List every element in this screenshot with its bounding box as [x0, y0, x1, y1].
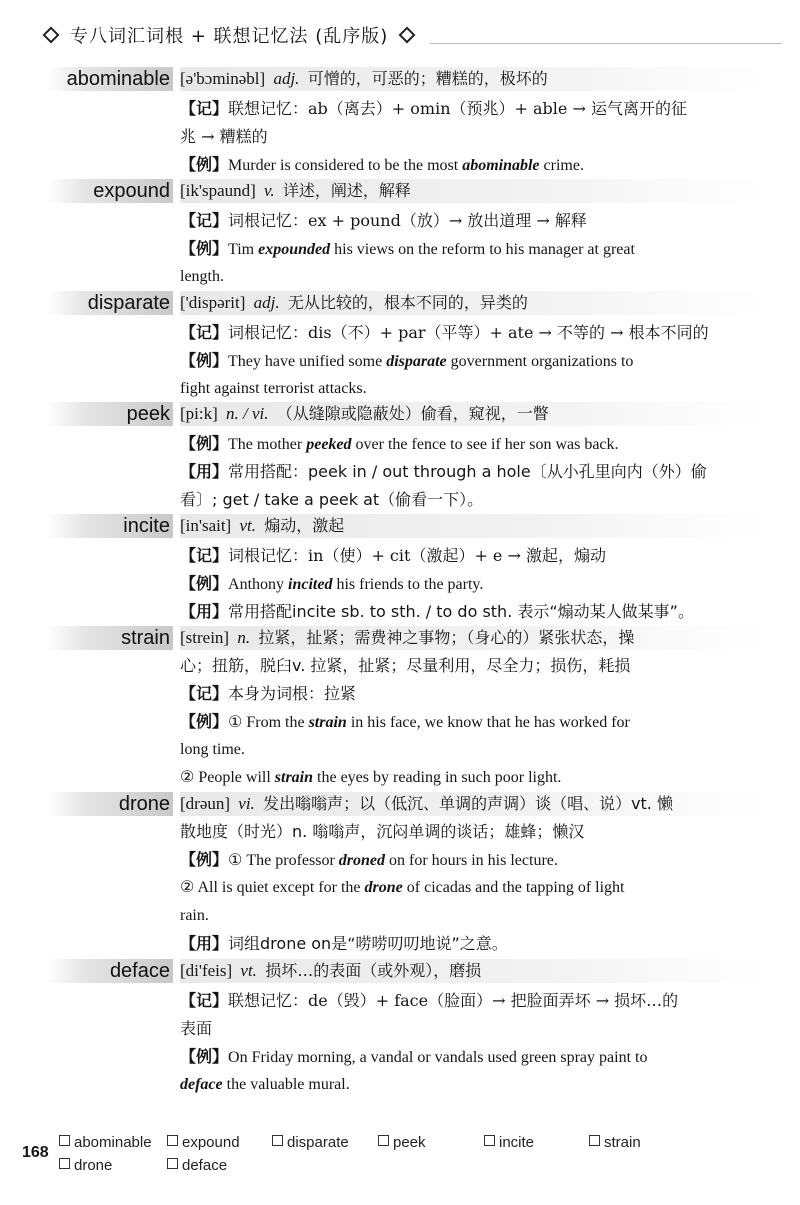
checkbox-icon[interactable] [59, 1135, 70, 1146]
diamond-icon [399, 27, 416, 44]
part-of-speech: v. [264, 181, 275, 200]
entry-line: 【用】常用搭配incite sb. to sth. / to do sth. 表示“煽动某人做某事”。 [180, 602, 694, 621]
definition-line [180, 291, 765, 315]
entry-line: 【记】联想记忆：de（毁）+ face（脸面）→ 把脸面弄坏 → 损坏…的 [180, 991, 679, 1010]
diamond-icon [43, 27, 60, 44]
example-sentence: deface the valuable mural. [180, 1076, 350, 1093]
entry-line: 【记】联想记忆：ab（离去）+ omin（预兆）+ able → 运气离开的征 [180, 99, 687, 118]
entry-line: length. [180, 268, 224, 285]
index-item-peek[interactable]: peek [378, 1134, 426, 1151]
meaning: 煽动，激起 [264, 516, 345, 535]
example-sentence: 【例】Tim expounded his views on the reform to his manager at great [180, 239, 635, 258]
headword: expound [93, 180, 170, 202]
entry-line: 散地度（时光）n. 嗡嗡声，沉闷单调的谈话；雄蜂；懒汉 [180, 822, 585, 841]
checkbox-icon[interactable] [167, 1158, 178, 1169]
book-title: 专八词汇词根 + 联想记忆法 (乱序版) [70, 26, 389, 47]
entry-line: 表面 [180, 1019, 213, 1038]
headword: abominable [66, 68, 170, 90]
checkbox-icon[interactable] [167, 1135, 178, 1146]
part-of-speech: adj. [273, 69, 300, 88]
part-of-speech: vi. [238, 794, 255, 813]
definition-line [180, 792, 765, 816]
pronunciation: [strein] [180, 628, 230, 647]
example-sentence: ② People will strain the eyes by reading in such poor light. [180, 769, 562, 786]
index-item-abominable[interactable]: abominable [59, 1134, 152, 1151]
meaning: 损坏…的表面（或外观），磨损 [265, 961, 482, 980]
header-rule [430, 43, 782, 44]
entry-line: 【记】词根记忆：in（使）+ cit（激起）+ e → 激起，煽动 [180, 546, 606, 565]
index-item-deface[interactable]: deface [167, 1157, 227, 1174]
pronunciation: [pi:k] [180, 404, 218, 423]
example-sentence: 【例】① The professor droned on for hours in his lecture. [180, 850, 558, 869]
entry-line: fight against terrorist attacks. [180, 380, 367, 397]
meaning: 可憎的，可恶的；糟糕的，极坏的 [307, 69, 548, 88]
meaning: 无从比较的，根本不同的，异类的 [287, 293, 528, 312]
meaning: 发出嗡嗡声；以（低沉、单调的声调）谈（唱、说）vt. 懒 [263, 794, 673, 813]
entry-line: long time. [180, 741, 245, 758]
definition-line [180, 514, 765, 538]
entry-line: 【记】词根记忆：dis（不）+ par（平等）+ ate → 不等的 → 根本不同的 [180, 323, 709, 342]
pronunciation: [ə'bɔminəbl] [180, 69, 266, 88]
meaning: 拉紧，扯紧；需费神之事物；（身心的）紧张状态，操 [258, 628, 635, 647]
part-of-speech: n. / vi. [226, 404, 269, 423]
entry-line: 看〕; get / take a peek at（偷看一下）。 [180, 490, 484, 509]
example-sentence: 【例】Murder is considered to be the most abominable crime. [180, 155, 584, 174]
pronunciation: [ik'spaund] [180, 181, 256, 200]
part-of-speech: vt. [239, 516, 256, 535]
checkbox-icon[interactable] [378, 1135, 389, 1146]
headword: incite [123, 515, 170, 537]
example-sentence: ② All is quiet except for the drone of cicadas and the tapping of light [180, 879, 625, 896]
checkbox-icon[interactable] [589, 1135, 600, 1146]
part-of-speech: adj. [253, 293, 280, 312]
pronunciation: ['dispərit] [180, 293, 246, 312]
definition-line [180, 959, 765, 983]
definition-line [180, 626, 765, 650]
meaning: （从缝隙或隐蔽处）偷看，窥视，一瞥 [276, 404, 549, 423]
pronunciation: [di'feis] [180, 961, 233, 980]
pronunciation: [drəun] [180, 794, 231, 813]
index-item-drone[interactable]: drone [59, 1157, 112, 1174]
entry-line: 【记】本身为词根：拉紧 [180, 684, 357, 703]
entry-line: 兆 → 糟糕的 [180, 127, 268, 146]
headword: strain [121, 627, 170, 649]
index-item-strain[interactable]: strain [589, 1134, 641, 1151]
checkbox-icon[interactable] [59, 1158, 70, 1169]
index-item-incite[interactable]: incite [484, 1134, 534, 1151]
headword: disparate [87, 292, 170, 314]
headword: peek [126, 403, 170, 425]
entry-line: 【用】常用搭配：peek in / out through a hole〔从小孔里向内（外）偷 [180, 462, 707, 481]
example-sentence: 【例】Anthony incited his friends to the party. [180, 574, 484, 593]
meaning: 详述，阐述，解释 [282, 181, 411, 200]
headword: deface [109, 960, 170, 982]
definition-line [180, 67, 765, 91]
entry-line: 心；扭筋，脱臼v. 拉紧，扯紧；尽量利用，尽全力；损伤，耗损 [180, 656, 631, 675]
entry-line: rain. [180, 907, 209, 924]
example-sentence: 【例】They have unified some disparate government organizations to [180, 351, 634, 370]
entry-line: 【用】词组drone on是“唠唠叨叨地说”之意。 [180, 934, 508, 953]
example-sentence: 【例】① From the strain in his face, we know that he has worked for [180, 712, 630, 731]
pronunciation: [in'sait] [180, 516, 232, 535]
headword: drone [118, 793, 170, 815]
definition-line [180, 402, 765, 426]
page-number: 168 [22, 1144, 49, 1161]
index-item-expound[interactable]: expound [167, 1134, 240, 1151]
part-of-speech: vt. [240, 961, 257, 980]
entry-line: 【记】词根记忆：ex + pound（放）→ 放出道理 → 解释 [180, 211, 587, 230]
checkbox-icon[interactable] [272, 1135, 283, 1146]
definition-line [180, 179, 765, 203]
index-item-disparate[interactable]: disparate [272, 1134, 349, 1151]
page-footer [0, 1128, 800, 1188]
checkbox-icon[interactable] [484, 1135, 495, 1146]
part-of-speech: n. [237, 628, 251, 647]
page-header [40, 22, 782, 52]
example-sentence: 【例】The mother peeked over the fence to see if her son was back. [180, 434, 619, 453]
entry-line: 【例】On Friday morning, a vandal or vandals used green spray paint to [180, 1047, 648, 1066]
